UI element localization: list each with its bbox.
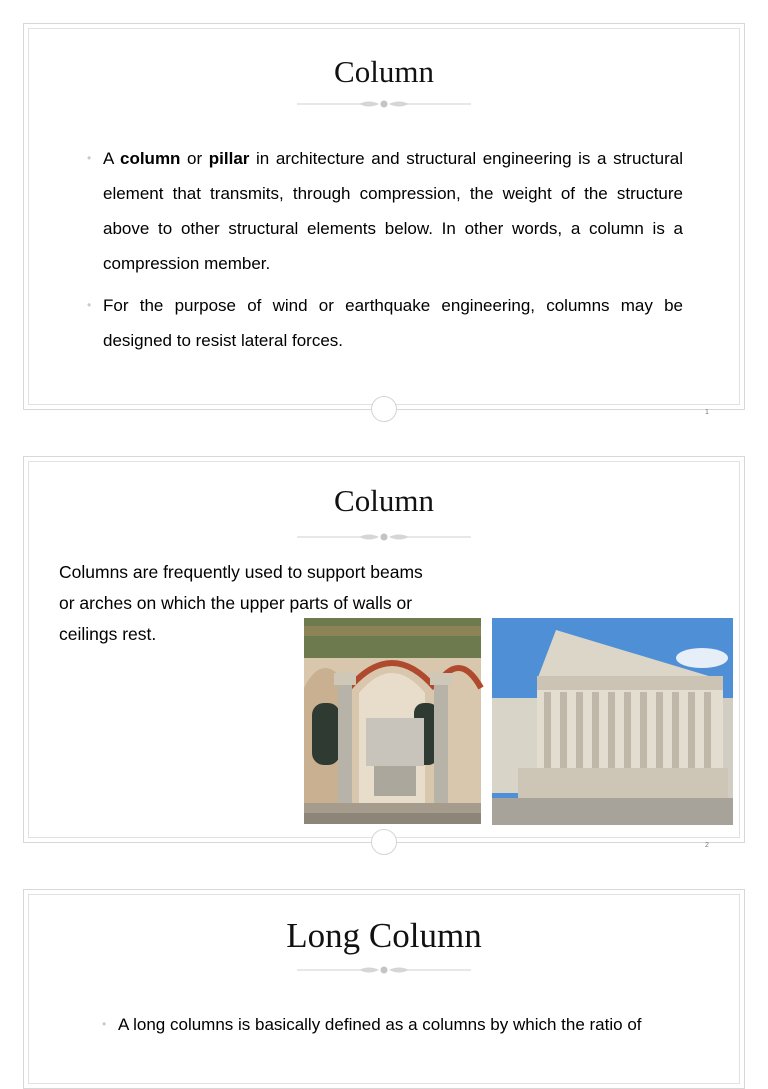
- bullet-list: [102, 1007, 698, 1042]
- title-ornament-icon: [297, 98, 471, 110]
- bullet-text: For the purpose of wind or earthquake engineering, columns may be designed to resist lateral forces.: [103, 296, 683, 350]
- bullet-icon: •: [87, 151, 92, 165]
- bullet-text: in architecture and structural engineering is a structural element that transmits, through compression, the weight of the structure above to other structural elements below. In other words, a column is a compression member.: [103, 149, 683, 273]
- bullet-text: A: [103, 149, 120, 168]
- slide-3: [23, 889, 745, 1089]
- bold-term-column: column: [120, 149, 181, 168]
- bullet-icon: •: [87, 298, 92, 312]
- slide-2: [23, 456, 745, 843]
- slide-divider-knob: [371, 396, 397, 422]
- page-number: 1: [705, 409, 709, 416]
- slide-body-text: Columns are frequently used to support beams or arches on which the upper parts of walls or ceilings rest.: [59, 562, 423, 644]
- title-ornament-icon: [297, 531, 471, 543]
- slide-title: Long Column: [286, 916, 482, 955]
- page-number: 2: [705, 842, 709, 849]
- bullet-text: or: [180, 149, 209, 168]
- slide-title: Column: [334, 483, 434, 518]
- list-item: [87, 288, 683, 358]
- list-item: [102, 1007, 698, 1042]
- bold-term-pillar: pillar: [208, 149, 250, 168]
- roman-temple-photo: [492, 618, 733, 825]
- slide-1: [23, 23, 745, 410]
- slide-divider-knob: [371, 829, 397, 855]
- slide-title: Column: [334, 54, 434, 89]
- bullet-text: A long columns is basically defined as a columns by which the ratio of: [118, 1015, 642, 1034]
- bullet-icon: •: [102, 1017, 107, 1031]
- bullet-list: [87, 141, 683, 358]
- list-item: [87, 141, 683, 281]
- interior-arcade-photo: [304, 618, 481, 824]
- title-ornament-icon: [297, 964, 471, 976]
